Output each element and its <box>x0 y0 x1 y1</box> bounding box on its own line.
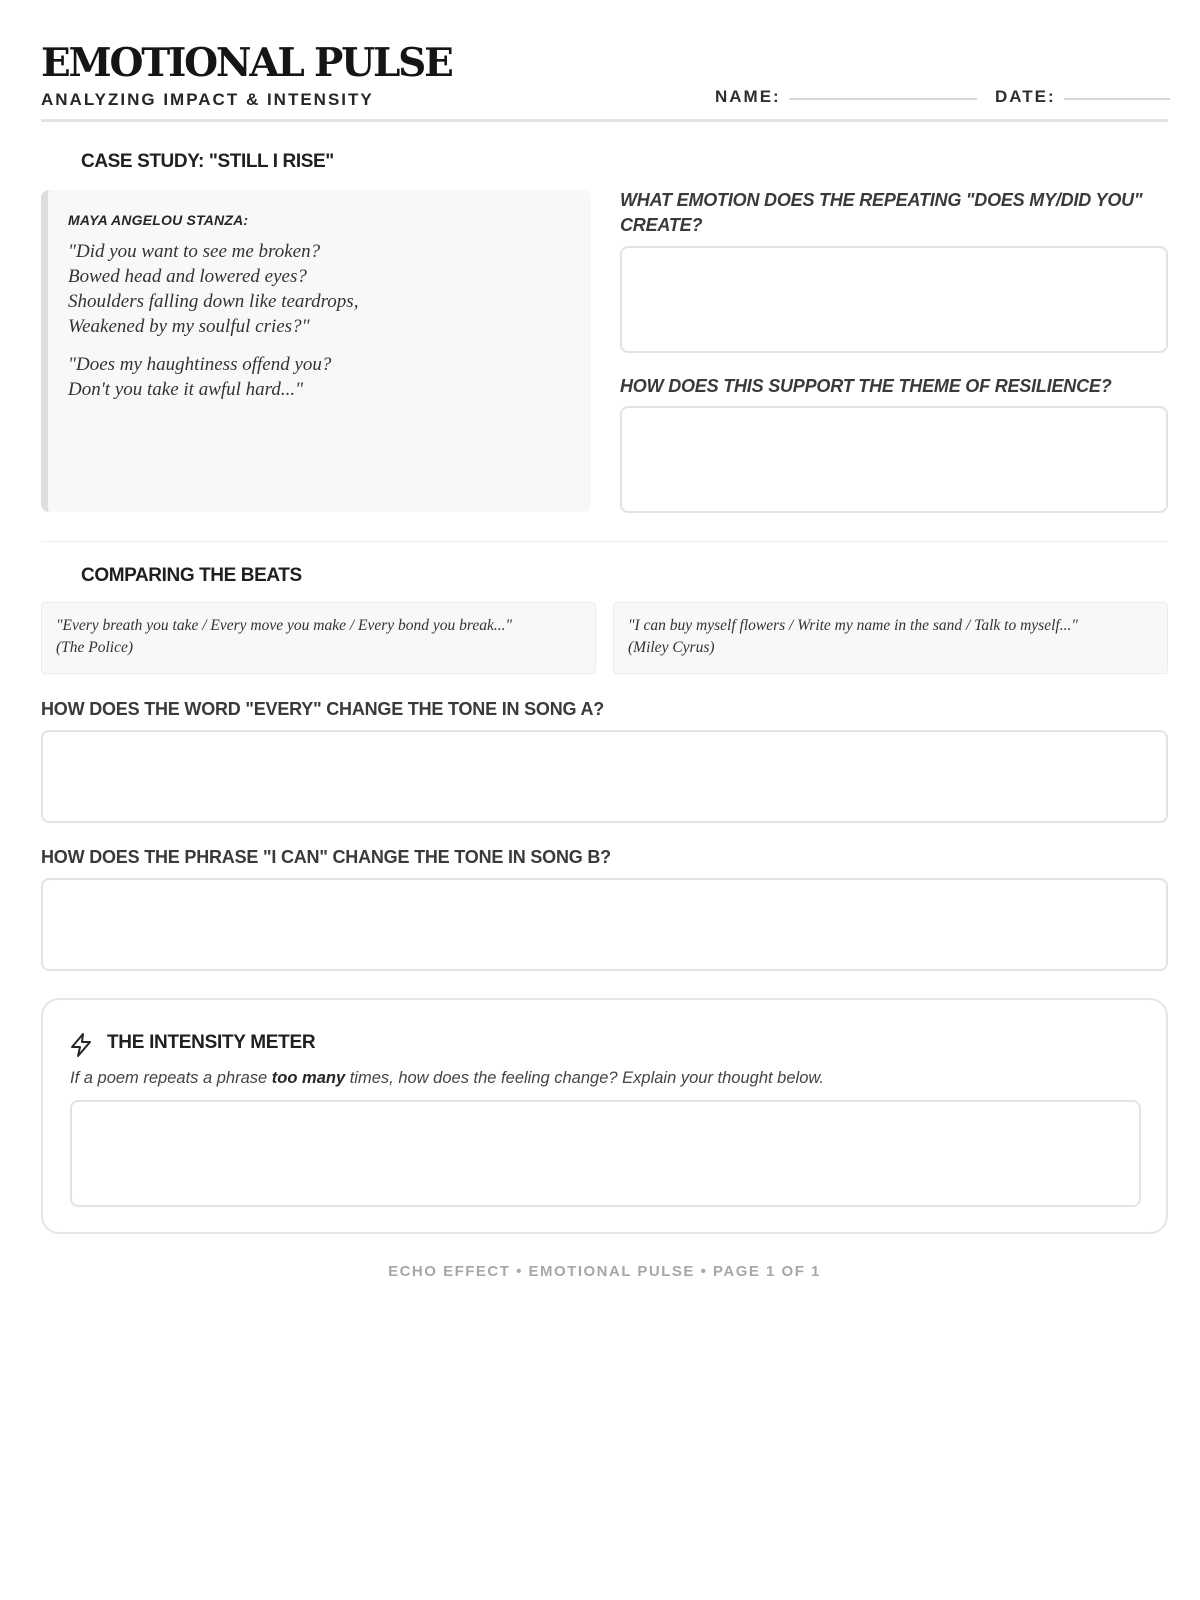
stanza-line: Bowed head and lowered eyes? <box>68 266 307 287</box>
question-song-b: HOW DOES THE PHRASE "I CAN" CHANGE THE TONE IN SONG B? <box>41 847 611 867</box>
answer-box-song-b[interactable] <box>41 878 1168 971</box>
answer-box-intensity[interactable] <box>70 1100 1141 1207</box>
stanza-line: Don't you take it awful hard..." <box>68 379 304 400</box>
intensity-meter-prompt <box>70 1067 824 1089</box>
song-b-quote <box>613 602 1168 674</box>
prompt-text: times, how does the feeling change? Explain your thought below. <box>345 1069 824 1087</box>
stanza-label: MAYA ANGELOU STANZA: <box>68 212 249 228</box>
prompt-emphasis: too many <box>271 1069 346 1087</box>
song-a-lyric: "Every breath you take / Every move you make / Every bond you break..." <box>56 617 513 634</box>
song-b-lyric: "I can buy myself flowers / Write my name in the sand / Talk to myself..." <box>628 617 1078 634</box>
intensity-meter-title: THE INTENSITY METER <box>107 1032 316 1053</box>
question-emotion: WHAT EMOTION DOES THE REPEATING "DOES MY/DID YOU" CREATE? <box>620 190 1143 235</box>
answer-box-resilience[interactable] <box>620 406 1168 513</box>
worksheet-page <box>41 0 1168 1280</box>
song-b-artist: (Miley Cyrus) <box>628 639 715 656</box>
intensity-meter-card <box>41 998 1168 1234</box>
name-label: NAME: <box>715 87 781 106</box>
page-subtitle: ANALYZING IMPACT & INTENSITY <box>41 90 374 109</box>
stanza-line: Shoulders falling down like teardrops, <box>68 291 359 312</box>
answer-box-emotion[interactable] <box>620 246 1168 353</box>
question-resilience: HOW DOES THIS SUPPORT THE THEME OF RESILIENCE? <box>620 376 1112 396</box>
lightning-bolt-icon <box>69 1032 93 1058</box>
case-study-heading: CASE STUDY: "STILL I RISE" <box>81 151 334 172</box>
stanza-card <box>41 190 591 512</box>
song-a-quote <box>41 602 596 674</box>
song-a-artist: (The Police) <box>56 639 134 656</box>
stanza-text <box>68 239 591 402</box>
date-label: DATE: <box>995 87 1056 106</box>
worksheet-header <box>41 0 1168 122</box>
section-divider <box>41 541 1168 542</box>
stanza-line: "Did you want to see me broken? <box>68 241 321 262</box>
name-line[interactable] <box>789 98 977 100</box>
stanza-line: Weakened by my soulful cries?" <box>68 316 310 337</box>
question-song-a: HOW DOES THE WORD "EVERY" CHANGE THE TONE IN SONG A? <box>41 699 605 719</box>
page-footer: ECHO EFFECT • EMOTIONAL PULSE • PAGE 1 OF 1 <box>388 1263 821 1280</box>
date-line[interactable] <box>1064 98 1170 100</box>
name-field <box>715 86 977 108</box>
date-field <box>995 86 1170 108</box>
prompt-text: If a poem repeats a phrase <box>70 1069 272 1087</box>
comparing-heading: COMPARING THE BEATS <box>81 565 302 586</box>
page-title: EMOTIONAL PULSE <box>41 40 452 86</box>
answer-box-song-a[interactable] <box>41 730 1168 823</box>
stanza-line: "Does my haughtiness offend you? <box>68 354 332 375</box>
